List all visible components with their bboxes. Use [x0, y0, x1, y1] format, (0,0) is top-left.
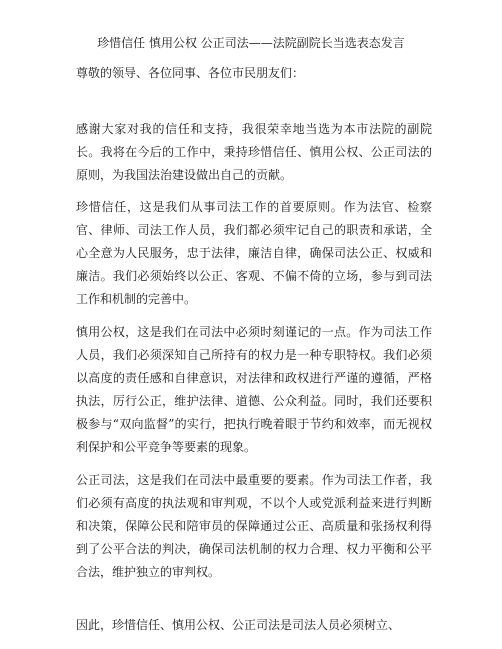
document-title: 珍惜信任 慎用公权 公正司法——法院副院长当选表态发言 [97, 36, 405, 50]
paragraph-conclusion: 因此，珍惜信任、慎用公权、公正司法是司法人员必须树立、 [76, 618, 401, 632]
greeting-line: 尊敬的领导、各位同事、各位市民朋友们： [76, 66, 305, 80]
paragraph-fair-justice: 公正司法，这是我们在司法中最重要的要素。作为司法工作者，我们必须有高度的执法观和审判观，不以个人或党派利益来进行判断和决策，保障公民和陪审员的保障通过公正、高质量和张扬权利得到了公平合法的判决，确保司法机制的权力合理、权力平衡和公平合法，维护独立的审判权。 [76, 473, 432, 579]
paragraph-thanks: 感谢大家对我的信任和支持，我很荣幸地当选为本市法院的副院长。我将在今后的工作中，秉持珍惜信任、慎用公权、公正司法的原则，为我国法治建设做出自己的贡献。 [76, 122, 432, 182]
paragraph-cherish-trust: 珍惜信任，这是我们从事司法工作的首要原则。作为法官、检察官、律师、司法工作人员，我们都必须牢记自己的职责和承诺，全心全意为人民服务，忠于法律，廉洁自律，确保司法公正、权威和廉洁。我们必须始终以公正、客观、不偏不倚的立场，参与到司法工作和机制的完善中。 [76, 200, 432, 306]
paragraph-use-power-carefully: 慎用公权，这是我们在司法中必须时刻谨记的一点。作为司法工作人员，我们必须深知自己所持有的权力是一种专职特权。我们必须以高度的责任感和自律意识，对法律和政权进行严谨的遵循，严格执法，厉行公正，维护法律、道德、公众利益。同时，我们还要积极参与“双向监督”的实行，把执行晚着眼于节约和效率，而无视权利保护和公平竞争等要素的现象。 [76, 325, 432, 454]
